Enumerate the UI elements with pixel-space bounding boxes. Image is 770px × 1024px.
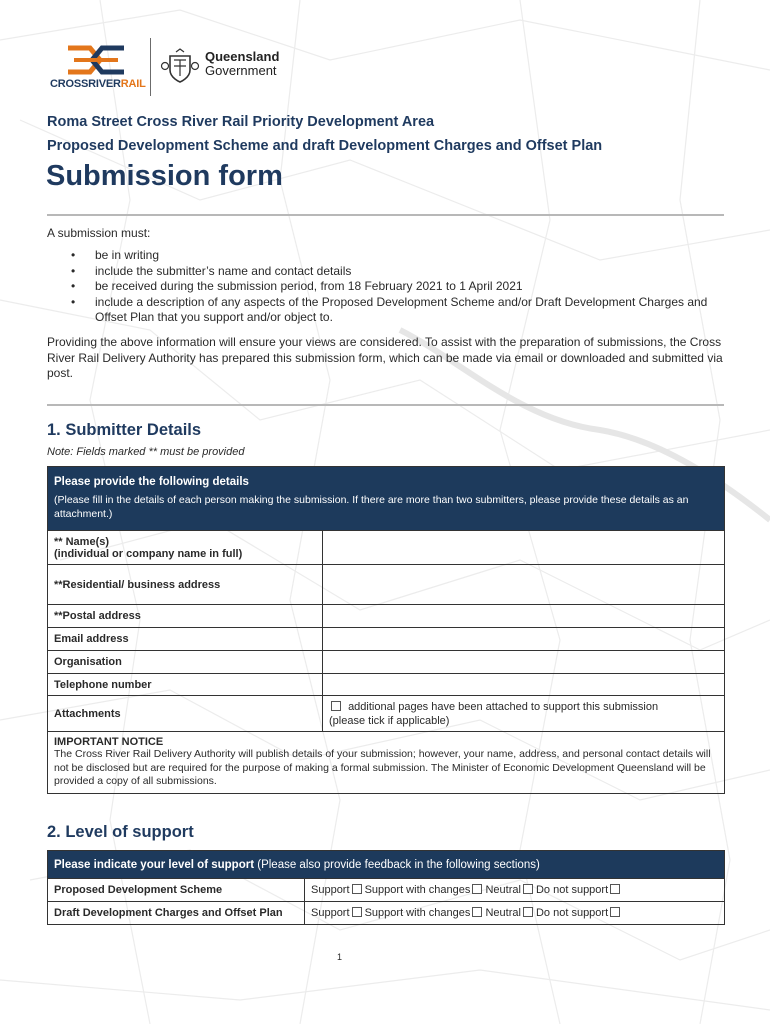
page-title: Submission form <box>46 160 283 192</box>
dcop-options <box>305 902 725 925</box>
name-field[interactable] <box>323 531 725 565</box>
option-neutral-label: Neutral <box>485 907 521 919</box>
pds-options <box>305 879 725 902</box>
support-header-note: (Please also provide feedback in the following sections) <box>254 858 540 871</box>
postal-address-field[interactable] <box>323 605 725 628</box>
attachments-label: Attachments <box>48 696 323 732</box>
list-item <box>47 248 725 264</box>
attachments-line <box>329 700 718 714</box>
dcop-label: Draft Development Charges and Offset Plan <box>48 902 305 925</box>
logo-divider <box>150 38 151 96</box>
submitter-table-subtitle: (Please fill in the details of each person making the submission. If there are more than two submitters, please provide these details as an attachment.) <box>54 494 689 520</box>
residential-address-label: **Residential/ business address <box>48 565 323 605</box>
telephone-field[interactable] <box>323 674 725 696</box>
list-item-text: include the submitter’s name and contact details <box>95 263 352 278</box>
section-heading-submitter-details: 1. Submitter Details <box>47 421 202 439</box>
list-item-text: be received during the submission period, from 18 February 2021 to 1 April 2021 <box>95 279 523 294</box>
support-header-title: Please indicate your level of support <box>54 858 255 871</box>
option-do-not-support-label: Do not support <box>535 907 609 919</box>
pds-neutral-checkbox[interactable] <box>523 884 533 894</box>
requirements-list <box>47 248 725 326</box>
header-logos <box>48 38 288 98</box>
required-fields-note: Note: Fields marked ** must be provided <box>47 446 245 458</box>
organisation-label: Organisation <box>48 651 323 674</box>
name-label <box>48 531 323 565</box>
document-subtitle-2: Proposed Development Scheme and draft Development Charges and Offset Plan <box>47 138 603 154</box>
notice-title: IMPORTANT NOTICE <box>54 736 164 749</box>
submitter-table-title: Please provide the following details <box>54 476 249 488</box>
level-of-support-table <box>47 850 725 925</box>
queensland-crest-icon <box>160 48 200 88</box>
submitter-table-header <box>48 467 725 531</box>
option-support-label: Support <box>311 884 350 896</box>
pds-label: Proposed Development Scheme <box>48 879 305 902</box>
support-table-header <box>48 851 725 879</box>
attachments-text: additional pages have been attached to support this submission <box>348 700 659 713</box>
cross-river-rail-wordmark <box>50 78 146 90</box>
section-heading-level-of-support: 2. Level of support <box>47 823 194 841</box>
dcop-support-changes-checkbox[interactable] <box>472 907 482 917</box>
submitter-details-table <box>47 466 725 794</box>
pds-support-changes-checkbox[interactable] <box>472 884 482 894</box>
crr-wordmark-part1: CROSSRIVER <box>50 78 121 90</box>
document-subtitle-1: Roma Street Cross River Rail Priority Development Area <box>47 114 435 130</box>
option-do-not-support-label: Do not support <box>535 884 609 896</box>
qld-line2: Government <box>205 63 277 78</box>
bullet-icon: • <box>71 248 76 262</box>
intro-paragraph: Providing the above information will ensure your views are considered. To assist with the preparation of submissions, the Cross River Rail Delivery Authority has prepared this submission form, which can be made via email or downloaded and submitted via post. <box>47 335 723 380</box>
attachments-checkbox[interactable] <box>331 701 341 711</box>
email-address-label: Email address <box>48 628 323 651</box>
attachments-hint: (please tick if applicable) <box>329 714 450 727</box>
important-notice <box>48 732 725 794</box>
list-item <box>47 295 725 326</box>
pds-do-not-support-checkbox[interactable] <box>610 884 620 894</box>
list-item <box>47 264 725 280</box>
list-item-text: include a description of any aspects of the Proposed Development Scheme and/or Draft Development Charges and Offset Plan that you support and/or object to. <box>95 294 708 325</box>
bullet-icon: • <box>71 294 76 309</box>
residential-address-field[interactable] <box>323 565 725 605</box>
dcop-do-not-support-checkbox[interactable] <box>610 907 620 917</box>
dcop-support-checkbox[interactable] <box>352 907 362 917</box>
bullet-icon: • <box>71 279 76 294</box>
page-number: 1 <box>337 952 343 962</box>
dcop-neutral-checkbox[interactable] <box>523 907 533 917</box>
cross-river-rail-logo-icon <box>66 44 126 76</box>
list-item <box>47 279 725 295</box>
organisation-field[interactable] <box>323 651 725 674</box>
intro-lead: A submission must: <box>47 226 151 240</box>
divider-top <box>47 214 724 216</box>
divider-middle <box>47 404 724 406</box>
telephone-label: Telephone number <box>48 674 323 696</box>
email-address-field[interactable] <box>323 628 725 651</box>
queensland-government-wordmark <box>205 50 279 78</box>
bullet-icon: • <box>71 263 76 278</box>
option-support-changes-label: Support with changes <box>364 907 471 919</box>
option-support-changes-label: Support with changes <box>364 884 471 896</box>
notice-body: The Cross River Rail Delivery Authority will publish details of your submission; however, your name, address, and personal contact details will not be disclosed but are required for the purpose of making a formal submission. The Minister of Economic Development Queensland will be provided a copy of all submissions. <box>54 748 711 788</box>
attachments-cell <box>323 696 725 732</box>
pds-support-checkbox[interactable] <box>352 884 362 894</box>
list-item-text: be in writing <box>95 248 160 262</box>
option-support-label: Support <box>311 907 350 919</box>
qld-line1: Queensland <box>205 49 280 64</box>
name-label-line2: (individual or company name in full) <box>54 547 243 560</box>
option-neutral-label: Neutral <box>485 884 521 896</box>
postal-address-label: **Postal address <box>48 605 323 628</box>
name-label-line1: ** Name(s) <box>54 535 110 548</box>
crr-wordmark-part2: RAIL <box>120 78 146 90</box>
